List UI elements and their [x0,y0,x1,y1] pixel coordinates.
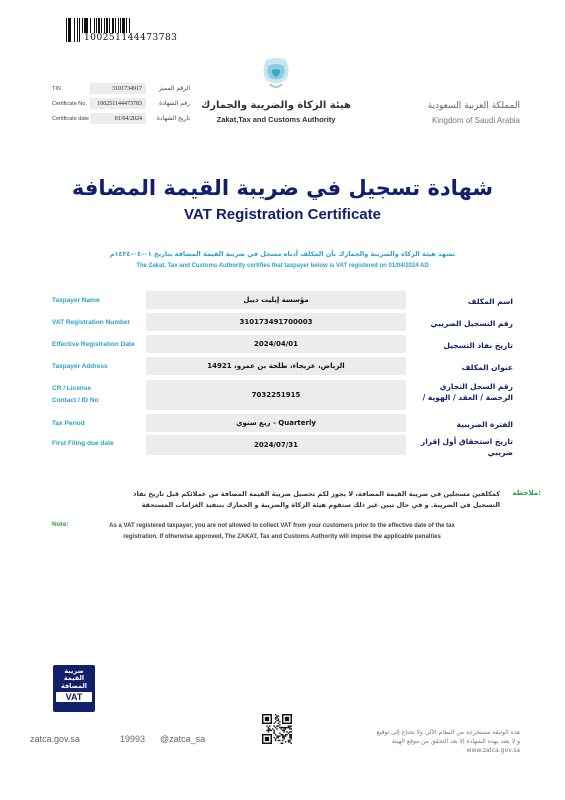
disclaimer [330,728,520,755]
note-label-en: Note: [52,521,69,528]
cert-date-value: 01/04/2024 [114,115,142,122]
effective-date-label: Effective Registration Date [52,341,135,348]
cert-date-label-ar: تاريخ الشهادة [156,115,190,122]
cr-license-label-ar-line2: / الرخصة / العقد / الهوية [422,393,513,403]
note-text-en-line1: As a VAT registered taxpayer, you are not allowed to collect VAT from your customers prior to the effective date of the tax [109,523,455,529]
footer-phone: 19993 [120,734,146,744]
certifies-statement-ar: تشهد هيئة الزكاة والضريبة والجمارك بأن المكلف أدناه مسجل في ضريبة القيمة المضافة بتاريخ ٠١-٠٤-١٤٢٤م [109,250,456,258]
taxpayer-address-value: الرياض، عريجاء، طلحة بن عمرو، 14921 [207,362,345,370]
effective-date-value-box [146,335,406,353]
cert-no-value-box [90,98,146,109]
disclaimer-line3: www.zatca.gov.sa [466,747,520,754]
first-filing-label-ar-line1: تاريخ استحقاق أول إقرار [420,437,513,446]
cr-license-label-ar-line1: رقم السجل التجاري [439,382,513,391]
effective-date-value: 2024/04/01 [253,340,299,348]
note-text-en-line2: registration. If otherwise approved, The ZAKAT, Tax and Customs Authority will impose the applicable penalties [123,534,441,541]
cr-license-value: 7032251915 [251,391,301,399]
footer-handle: @zatca_sa [160,734,206,744]
vat-number-value: 310173491700003 [239,318,313,326]
title-ar: شهادة تسجيل في ضريبة القيمة المضافة [71,176,494,200]
tin-value: 3101734917 [112,85,142,92]
vat-number-label-ar: رقم التسجيل الضريبي [430,319,513,328]
cert-date-value-box [90,113,146,124]
taxpayer-name-value-box [146,291,406,309]
title-en: VAT Registration Certificate [184,206,381,223]
tin-value-box [90,83,146,94]
effective-date-label-ar: تاريخ نفاذ التسجيل [443,341,513,350]
qr-code-icon [262,714,292,744]
cr-license-label-ar [413,381,513,404]
vat-number-value-box [146,313,406,331]
taxpayer-address-label-ar: عنوان المكلف [461,363,513,372]
cert-no-label-ar: رقم الشهادة [159,100,190,107]
vat-logo [53,665,95,712]
taxpayer-name-label-ar: اسم المكلف [467,297,513,306]
first-filing-value: 2024/07/31 [253,441,299,449]
vat-logo-ar-3: المضافة [60,681,88,690]
cert-date-label: Certificate date [52,116,89,122]
barcode-number: 100251144473783 [84,33,178,43]
authority-name-ar: هيئة الزكاة والضريبة والجمارك [201,100,351,111]
first-filing-label-ar [413,436,513,459]
cert-no-label: Certificate No. [52,101,87,107]
taxpayer-address-value-box [146,357,406,375]
tax-period-value-box [146,414,406,432]
cr-license-value-box [146,380,406,410]
taxpayer-name-label: Taxpayer Name [52,297,100,304]
note-text-en [92,521,472,544]
vat-logo-ar-1: ضريبة [64,667,84,675]
disclaimer-line2: و لا يعتد بهذه الشهادة إلا بعد التحقق من موقع الهيئة [391,738,520,745]
note-label-ar: ملاحظة: [512,489,541,497]
zatca-logo-icon [258,56,294,96]
taxpayer-address-label: Taxpayer Address [52,363,108,370]
note-text-ar-line1: كمكلفين مسجلين في ضريبة القيمة المضافة، لا يجوز لكم تحصيل ضريبة القيمة المضافة من عملائكم قبل تاريخ نفاذ [133,490,500,498]
cr-license-label: CR / License [52,385,92,392]
country-name-en: Kingdom of Saudi Arabia [431,116,520,125]
first-filing-label: First Filing due date [52,440,114,447]
taxpayer-name-value: مؤسسة إيليت ديبل [243,296,309,304]
country-name-ar: المملكة العربية السعودية [427,101,520,111]
cert-no-value: 100251144473783 [97,100,142,107]
tax-period-label: Tax Period [52,420,85,427]
authority-name-en: Zakat,Tax and Customs Authority [216,115,336,124]
contact-id-label: Contact / ID No [52,397,99,404]
vat-number-label: VAT Registration Number [52,319,131,326]
vat-logo-ar-2: القيمة [63,674,85,683]
tin-label-ar: الرقم المميز [158,85,190,92]
note-text-ar-line2: التسجيل في الضريبة. و في حال تبين غير ذلك ستقوم هيئة الزكاة والضريبة و الجمارك بتنفيذ الغرامات المستحقة [141,501,500,510]
vat-logo-en: VAT [56,692,92,702]
first-filing-value-box [146,435,406,455]
tax-period-value: ربع سنوي - Quarterly [236,419,316,427]
first-filing-label-ar-line2: ضريبي [487,448,513,458]
tax-period-label-ar: الفترة الضريبية [456,420,513,429]
note-text-ar [100,489,500,511]
certifies-statement-en: The Zakat, Tax and Customs Authority certifies that taxpayer below is VAT registered on 01/04/2024 AD [136,263,429,269]
tin-label: TIN [52,86,61,92]
footer-website: zatca.gov.sa [30,734,80,744]
disclaimer-line1: هذه الوثيقة مستخرجة من النظام الآلي ولا تحتاج إلى توقيع [376,729,520,736]
